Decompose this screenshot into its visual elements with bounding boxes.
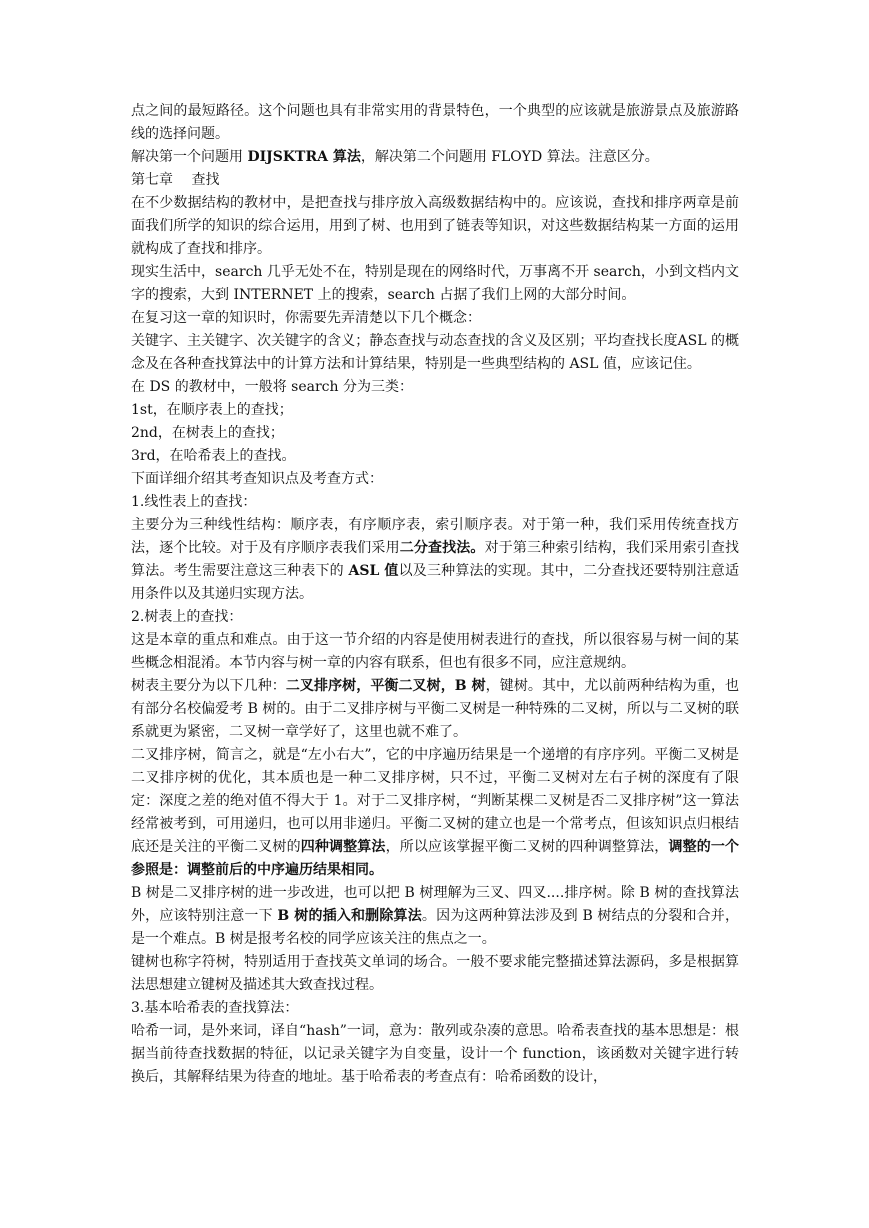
text-run: 主要分为三种线性结构：顺序表，有序顺序表，索引顺序表。对于第一种，我们采用传统查找方法，逐个比较。对于及有序顺序表我们采用 xyxy=(131,517,739,556)
text-run: 1.线性表上的查找： xyxy=(131,494,257,510)
paragraph xyxy=(131,100,739,146)
paragraph xyxy=(131,146,739,169)
text-run: ，所以应该掌握平衡二叉树的四种调整算法， xyxy=(385,839,669,855)
paragraph xyxy=(131,307,739,330)
text-run: 这是本章的重点和难点。由于这一节介绍的内容是使用树表进行的查找，所以很容易与树一间的某些概念相混淆。本节内容与树一章的内容有联系，但也有很多不同，应注意规纳。 xyxy=(131,632,739,671)
paragraph xyxy=(131,882,739,951)
text-run: 在 DS 的教材中，一般将 search 分为三类： xyxy=(131,379,413,395)
paragraph xyxy=(131,514,739,606)
paragraph xyxy=(131,629,739,675)
text-run: ，键树。其中，尤以前两种结构为重，也有部分名校偏爱考 B 树的。由于二叉排序树与平衡二叉树是一种特殊的二叉树，所以与二叉树的联系就更为紧密，二叉树一章学好了，这里也就不难了。 xyxy=(131,678,739,740)
bold-text: B 树的插入和删除算法 xyxy=(277,908,422,924)
paragraph xyxy=(131,997,739,1020)
paragraph xyxy=(131,169,739,192)
text-run: 哈希一词，是外来词，译自“hash”一词，意为：散列或杂凑的意思。哈希表查找的基本思想是：根据当前待查找数据的特征，以记录关键字为自变量，设计一个 function，该函数对关键字进行转换后，其解释结果为待查的地址。基于哈希表的考查点有：哈希函数的设计， xyxy=(131,1023,739,1085)
paragraph xyxy=(131,445,739,468)
bold-text: 二叉排序树，平衡二叉树，B 树 xyxy=(285,678,486,694)
text-run: 现实生活中，search 几乎无处不在，特别是现在的网络时代，万事离不开 search，小到文档内文字的搜索，大到 INTERNET 上的搜索，search 占据了我们上网的大部分时间。 xyxy=(131,264,739,303)
bold-text: DIJSKTRA 算法 xyxy=(247,149,361,165)
paragraph xyxy=(131,261,739,307)
text-run: 1st，在顺序表上的查找； xyxy=(131,402,293,418)
text-run: 点之间的最短路径。这个问题也具有非常实用的背景特色，一个典型的应该就是旅游景点及旅游路线的选择问题。 xyxy=(131,103,739,142)
paragraph xyxy=(131,1020,739,1089)
bold-text: 二分查找法。 xyxy=(399,540,485,556)
text-run: 2nd，在树表上的查找； xyxy=(131,425,284,441)
text-run: 以及三种算法的实现。其中，二分查找还要特别注意适用条件以及其递归实现方法。 xyxy=(131,563,739,602)
paragraph xyxy=(131,606,739,629)
paragraph xyxy=(131,376,739,399)
text-run: 2.树表上的查找： xyxy=(131,609,243,625)
paragraph xyxy=(131,675,739,744)
text-run: 第七章 查找 xyxy=(131,172,220,188)
text-run: 在不少数据结构的教材中，是把查找与排序放入高级数据结构中的。应该说，查找和排序两章是前面我们所学的知识的综合运用，用到了树、也用到了链表等知识，对这些数据结构某一方面的运用就构成了查找和排序。 xyxy=(131,195,739,257)
text-run: 下面详细介绍其考查知识点及考查方式： xyxy=(131,471,383,487)
text-run: ，解决第二个问题用 FLOYD 算法。注意区分。 xyxy=(360,149,659,165)
paragraph xyxy=(131,951,739,997)
bold-text: 四种调整算法 xyxy=(300,839,386,855)
text-run: 树表主要分为以下几种： xyxy=(131,678,286,694)
text-run: B 树是二叉排序树的进一步改进，也可以把 B 树理解为三叉、四叉....排序树。除 B 树的查找算法外，应该特别注意一下 xyxy=(131,885,739,924)
text-run: 在复习这一章的知识时，你需要先弄清楚以下几个概念： xyxy=(131,310,481,326)
text-run: 3.基本哈希表的查找算法： xyxy=(131,1000,299,1016)
paragraph xyxy=(131,744,739,882)
paragraph xyxy=(131,491,739,514)
paragraph xyxy=(131,399,739,422)
text-run: 3rd，在哈希表上的查找。 xyxy=(131,448,296,464)
text-run: 键树也称字符树，特别适用于查找英文单词的场合。一般不要求能完整描述算法源码，多是根据算法思想建立键树及描述其大致查找过程。 xyxy=(131,954,739,993)
document-page xyxy=(131,100,739,1089)
text-run: 解决第一个问题用 xyxy=(131,149,248,165)
text-run: 二叉排序树，简言之，就是“左小右大”，它的中序遍历结果是一个递增的有序序列。平衡二叉树是二叉排序树的优化，其本质也是一种二叉排序树，只不过，平衡二叉树对左右子树的深度有了限定：深度之差的绝对值不得大于 1。对于二叉排序树，“判断某棵二叉树是否二叉排序树”这一算法经常被考到，可用递归，也可以用非递归。平衡二叉树的建立也是一个常考点，但该知识点归根结底还是关注的平衡二叉树的 xyxy=(131,747,739,855)
text-run: 。因为这两种算法涉及到 B 树结点的分裂和合并，是一个难点。B 树是报考名校的同学应该关注的焦点之一。 xyxy=(131,908,739,947)
paragraph xyxy=(131,330,739,376)
bold-text: ASL 值 xyxy=(348,563,399,579)
bold-text: 调整的一个参照是：调整前后的中序遍历结果相同。 xyxy=(131,839,740,878)
text-run: 对于第三种索引结构，我们采用索引查找算法。考生需要注意这三种表下的 xyxy=(131,540,740,579)
paragraph xyxy=(131,468,739,491)
text-run: 关键字、主关键字、次关键字的含义；静态查找与动态查找的含义及区别；平均查找长度ASL 的概念及在各种查找算法中的计算方法和计算结果，特别是一些典型结构的 ASL 值，应该记住。 xyxy=(131,333,739,372)
paragraph xyxy=(131,422,739,445)
paragraph xyxy=(131,192,739,261)
